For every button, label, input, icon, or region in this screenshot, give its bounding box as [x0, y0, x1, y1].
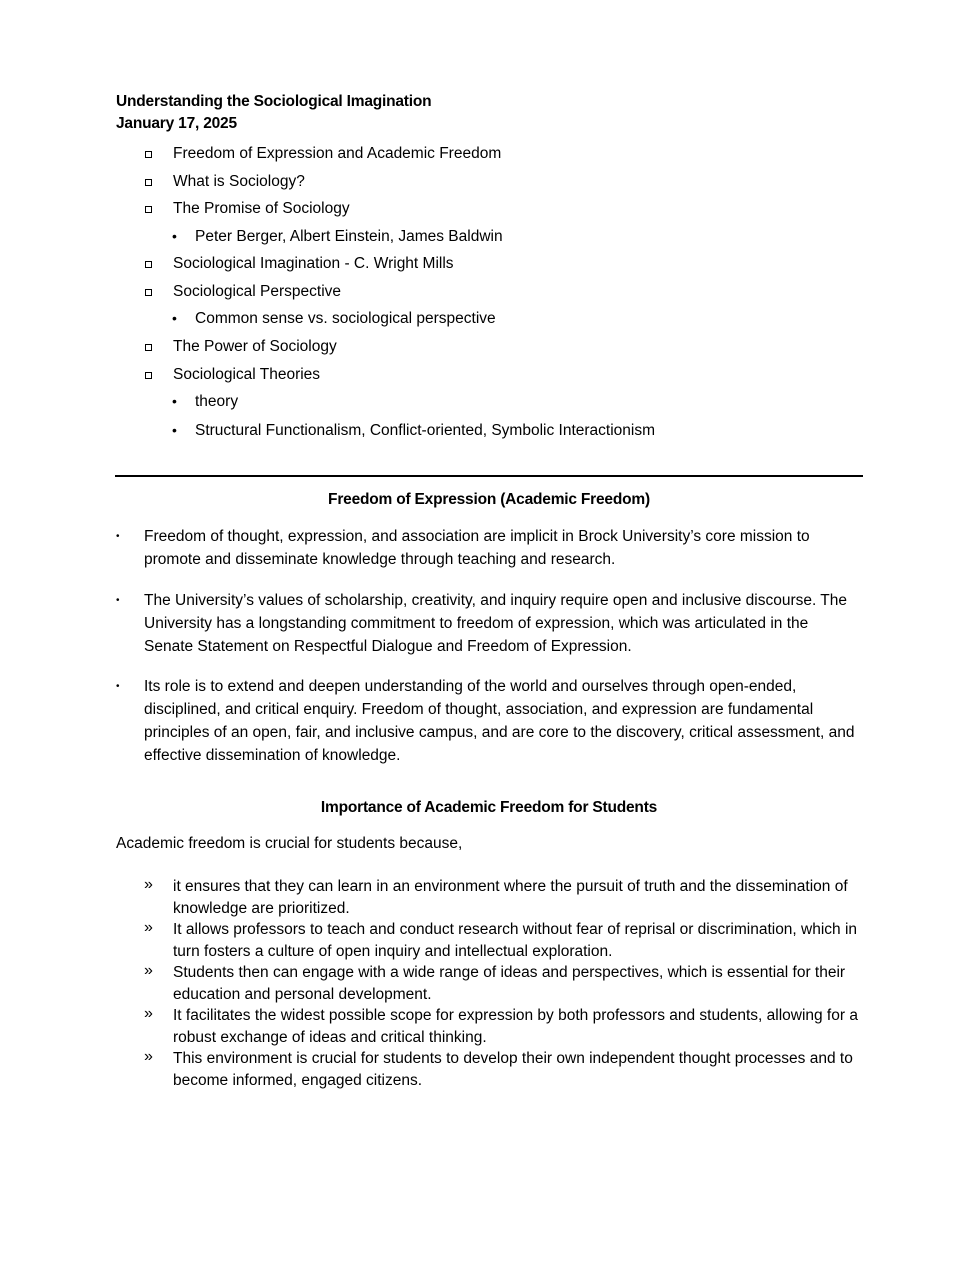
agenda-subitem-label: Common sense vs. sociological perspective: [195, 310, 496, 327]
bullet-icon: •: [172, 422, 177, 438]
bullet-icon: •: [116, 681, 120, 692]
agenda-subitem-label: Structural Functionalism, Conflict-oriented, Symbolic Interactionism: [195, 422, 656, 439]
bullet-icon: •: [172, 393, 177, 409]
chevron-double-right-icon: »: [144, 962, 153, 979]
chevron-double-right-icon: »: [144, 1005, 153, 1022]
document-date: January 17, 2025: [116, 115, 237, 132]
agenda-item-label: The Power of Sociology: [173, 338, 337, 355]
agenda-item-label: Sociological Perspective: [173, 283, 342, 300]
paragraph: The University’s values of scholarship, creativity, and inquiry require open and inclusive discourse. The University has a longstanding commitment to freedom of expression, which was articulated in the Senate Statement on Respectful Dialogue and Freedom of Expression.: [144, 592, 848, 655]
paragraph: Freedom of thought, expression, and association are implicit in Brock University’s core mission to promote and disseminate knowledge through teaching and research.: [144, 528, 810, 568]
list-item: This environment is crucial for students to develop their own independent thought processes and to become informed, engaged citizens.: [173, 1050, 853, 1089]
chevron-double-right-icon: »: [144, 1048, 153, 1065]
checkbox-square-icon: [145, 372, 152, 379]
chevron-double-right-icon: »: [144, 876, 153, 893]
agenda-item-label: What is Sociology?: [173, 173, 305, 190]
checkbox-square-icon: [145, 261, 152, 268]
list-item: Students then can engage with a wide range of ideas and perspectives, which is essential for their education and personal development.: [173, 964, 846, 1003]
checkbox-square-icon: [145, 289, 152, 296]
section-heading: Freedom of Expression (Academic Freedom): [328, 491, 650, 508]
checkbox-square-icon: [145, 206, 152, 213]
bullet-icon: •: [116, 595, 120, 606]
agenda-item-label: The Promise of Sociology: [173, 200, 350, 217]
agenda-subitem-label: theory: [195, 393, 239, 410]
list-item: It facilitates the widest possible scope for expression by both professors and students, allowing for a robust exchange of ideas and critical thinking.: [173, 1007, 858, 1046]
horizontal-divider: [115, 475, 863, 477]
bullet-icon: •: [116, 531, 120, 542]
bullet-icon: •: [172, 310, 177, 326]
chevron-double-right-icon: »: [144, 919, 153, 936]
agenda-item-label: Sociological Imagination - C. Wright Mills: [173, 255, 454, 272]
checkbox-square-icon: [145, 344, 152, 351]
section-heading: Importance of Academic Freedom for Students: [320, 799, 658, 816]
bullet-icon: •: [172, 228, 177, 244]
checkbox-square-icon: [145, 179, 152, 186]
paragraph: Its role is to extend and deepen understanding of the world and ourselves through open-ended, disciplined, and critical enquiry. Freedom of thought, association, and expression are fundamental principles of an open, fair, and inclusive campus, and are core to the discovery, critical assessment, and effective dissemination of knowledge.: [144, 678, 855, 764]
list-item: it ensures that they can learn in an environment where the pursuit of truth and the dissemination of knowledge are prioritized.: [173, 878, 848, 917]
checkbox-square-icon: [145, 151, 152, 158]
agenda-item-label: Sociological Theories: [173, 366, 321, 383]
list-item: It allows professors to teach and conduct research without fear of reprisal or discrimination, which in turn fosters a culture of open inquiry and intellectual exploration.: [173, 921, 858, 960]
intro-text: Academic freedom is crucial for students because,: [116, 835, 463, 852]
agenda-item-label: Freedom of Expression and Academic Freedom: [173, 145, 502, 162]
document-title: Understanding the Sociological Imagination: [116, 93, 432, 110]
agenda-subitem-label: Peter Berger, Albert Einstein, James Baldwin: [195, 228, 503, 245]
